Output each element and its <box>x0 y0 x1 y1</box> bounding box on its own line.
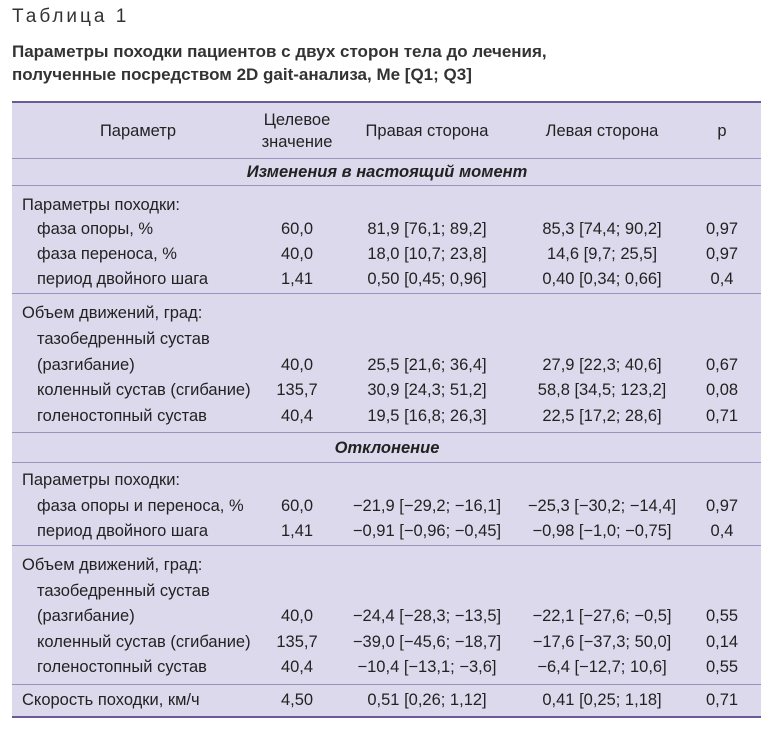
row-param-name-hip: тазобедренный сустав <box>37 330 210 348</box>
row-p: 0,4 <box>710 522 734 540</box>
row-target: 1,41 <box>280 270 314 288</box>
section-title-current: Изменения в настоящий момент <box>246 163 528 181</box>
table-caption: Таблица 1 <box>12 6 130 27</box>
row-target: 60,0 <box>280 497 314 515</box>
row-target: 4,50 <box>280 691 314 709</box>
row-right: 0,51 [0,26; 1,12] <box>367 691 487 709</box>
row-left: −17,6 [−37,3; 50,0] <box>532 633 672 651</box>
row-left: −22,1 [−27,6; −0,5] <box>532 607 672 625</box>
row-p: 0,67 <box>705 356 739 374</box>
row-param-name: период двойного шага <box>37 522 209 540</box>
row-p: 0,08 <box>705 381 739 399</box>
row-divider <box>12 545 761 546</box>
row-left: 14,6 [9,7; 25,5] <box>546 245 658 263</box>
row-p: 0,97 <box>705 245 739 263</box>
header-target-line2: значение <box>261 133 333 151</box>
row-divider <box>12 684 761 685</box>
row-p: 0,14 <box>705 633 739 651</box>
row-right: −10,4 [−13,1; −3,6] <box>357 658 497 676</box>
row-param-name: фаза опоры и переноса, % <box>37 497 244 515</box>
row-param-name: Скорость походки, км/ч <box>22 691 200 709</box>
row-divider <box>12 185 761 186</box>
table-top-rule <box>12 101 761 103</box>
row-target: 40,0 <box>280 356 314 374</box>
row-target: 40,4 <box>280 658 314 676</box>
table-bottom-rule <box>12 716 761 718</box>
row-param-name: фаза опоры, % <box>37 220 154 238</box>
row-right: 18,0 [10,7; 23,8] <box>367 245 487 263</box>
row-param-name: (разгибание) <box>37 356 135 374</box>
table-title <box>12 40 752 86</box>
header-p: p <box>717 122 727 140</box>
row-target: 40,4 <box>280 407 314 425</box>
row-left: 0,41 [0,25; 1,18] <box>542 691 662 709</box>
row-param-name: период двойного шага <box>37 270 209 288</box>
header-left-side: Левая сторона <box>545 122 659 140</box>
title-line-1: Параметры походки пациентов с двух сторон тела до лечения, <box>12 42 547 61</box>
row-right: 30,9 [24,3; 51,2] <box>367 381 487 399</box>
row-p: 0,97 <box>705 220 739 238</box>
row-right: 19,5 [16,8; 26,3] <box>367 407 487 425</box>
row-target: 60,0 <box>280 220 314 238</box>
group-title-range: Объем движений, град: <box>22 304 203 322</box>
row-left: −6,4 [−12,7; 10,6] <box>537 658 667 676</box>
title-line-2: полученные посредством 2D gait-анализа, Me [Q1; Q3] <box>12 65 472 84</box>
group-title-range: Объем движений, град: <box>22 556 203 574</box>
row-param-name-hip: тазобедренный сустав <box>37 582 210 600</box>
row-divider <box>12 293 761 294</box>
row-left: 85,3 [74,4; 90,2] <box>542 220 662 238</box>
row-right: −39,0 [−45,6; −18,7] <box>352 633 502 651</box>
row-divider <box>12 432 761 433</box>
row-param-name: голеностопный сустав <box>37 407 207 425</box>
row-param-name: коленный сустав (сгибание) <box>37 633 251 651</box>
group-title-gait: Параметры походки: <box>22 196 180 214</box>
row-param-name: коленный сустав (сгибание) <box>37 381 251 399</box>
row-p: 0,71 <box>705 407 739 425</box>
row-p: 0,71 <box>705 691 739 709</box>
row-target: 40,0 <box>280 607 314 625</box>
row-right: −21,9 [−29,2; −16,1] <box>352 497 502 515</box>
row-left: −25,3 [−30,2; −14,4] <box>527 497 677 515</box>
row-left: 58,8 [34,5; 123,2] <box>537 381 667 399</box>
row-target: 135,7 <box>276 633 318 651</box>
row-param-name: голеностопный сустав <box>37 658 207 676</box>
group-title-gait: Параметры походки: <box>22 471 180 489</box>
row-target: 1,41 <box>280 522 314 540</box>
row-left: 27,9 [22,3; 40,6] <box>542 356 662 374</box>
row-left: 0,40 [0,34; 0,66] <box>542 270 662 288</box>
row-right: 0,50 [0,45; 0,96] <box>367 270 487 288</box>
row-right: 25,5 [21,6; 36,4] <box>367 356 487 374</box>
row-target: 135,7 <box>276 381 318 399</box>
row-left: −0,98 [−1,0; −0,75] <box>532 522 672 540</box>
header-param: Параметр <box>99 122 177 140</box>
header-target-line1: Целевое <box>263 111 331 129</box>
row-divider <box>12 158 761 159</box>
row-p: 0,55 <box>705 658 739 676</box>
header-right-side: Правая сторона <box>365 122 489 140</box>
row-right: 81,9 [76,1; 89,2] <box>367 220 487 238</box>
row-right: −24,4 [−28,3; −13,5] <box>352 607 502 625</box>
row-divider <box>12 462 761 463</box>
row-param-name: фаза переноса, % <box>37 245 177 263</box>
row-target: 40,0 <box>280 245 314 263</box>
row-p: 0,4 <box>710 270 734 288</box>
row-param-name: (разгибание) <box>37 607 135 625</box>
row-right: −0,91 [−0,96; −0,45] <box>352 522 502 540</box>
row-p: 0,55 <box>705 607 739 625</box>
row-left: 22,5 [17,2; 28,6] <box>542 407 662 425</box>
row-p: 0,97 <box>705 497 739 515</box>
section-title-deviation: Отклонение <box>334 439 440 457</box>
